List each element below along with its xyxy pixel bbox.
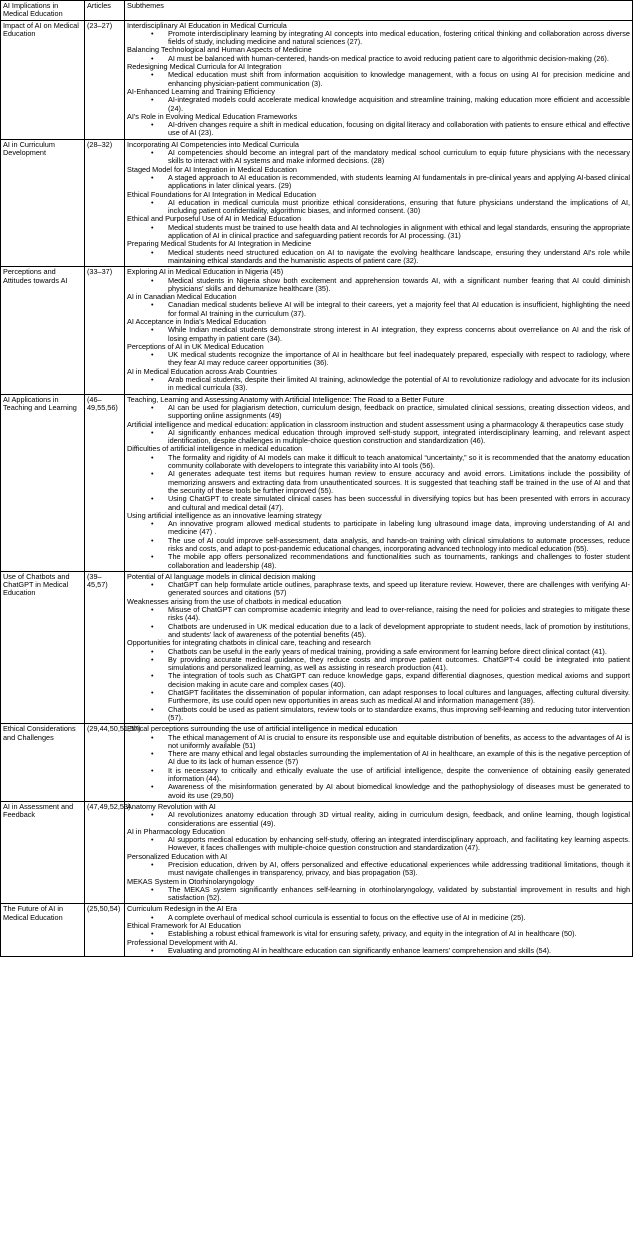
bullet-point: • AI revolutionizes anatomy education through 3D virtual reality, aiding in curriculum design, feedback, and online learning, though logistical considerations are essential (49). (161, 811, 630, 828)
subtheme-points (127, 301, 630, 318)
bullet-point: • Evaluating and promoting AI in healthcare education can significantly enhance learners' comprehension and skills (54). (161, 947, 630, 955)
subtheme-points (127, 914, 630, 922)
bullet-point: • Precision education, driven by AI, offers personalized and effective educational experiences while addressing traditional limitations, though it must navigate challenges in transparency, privacy, and bias propagation (53). (161, 861, 630, 878)
subtheme-points (127, 199, 630, 216)
subtheme-title: Potential of AI language models in clinical decision making (127, 571, 316, 581)
subtheme-points (127, 454, 630, 512)
bullet-point: • Using ChatGPT to create simulated clinical cases has been successful in diversifying topics but has been presented with errors in accuracy and cultural and medical detail (47). (161, 495, 630, 512)
subtheme-title: Anatomy Revolution with AI (127, 801, 216, 811)
subtheme-points (127, 326, 630, 343)
bullet-point: • The formality and rigidity of AI models can make it difficult to teach anatomical “uncertainty,” so it is recommended that the anatomy education community collaborate with developers to integrate this variability into AI tools (56). (161, 454, 630, 471)
bullet-point: • AI can be used for plagiarism detection, curriculum design, feedback on practice, simulated clinical sessions, creating dissection videos, and supporting online assignments (49) (161, 404, 630, 421)
header-articles: Articles (85, 1, 125, 21)
table-row (1, 904, 633, 957)
bullet-point: • The MEKAS system significantly enhances self-learning in otorhinolaryngology, validated by substantial improvement in results and high satisfaction (52). (161, 886, 630, 903)
bullet-point: • Medical education must shift from information acquisition to knowledge management, with a focus on using AI for precision medicine and enhancing physician-patient communication (3). (161, 71, 630, 88)
theme-cell: AI in Curriculum Development (1, 139, 85, 266)
subtheme-title: Redesigning Medical Curricula for AI Integration (127, 62, 282, 72)
bullet-point: • Misuse of ChatGPT can compromise academic integrity and lead to over-reliance, raising the need for policies and strategies to mitigate these risks (44). (161, 606, 630, 623)
bullet-point: • While Indian medical students demonstrate strong interest in AI integration, they express concerns about overreliance on AI and the risk of losing empathy in patient care (34). (161, 326, 630, 343)
bullet-point: • Medical students must be trained to use health data and AI technologies in alignment with ethical and legal standards, ensuring the appropriate application of AI in clinical practice and safeguarding patient records for AI processing. (31) (161, 224, 630, 241)
theme-cell: Use of Chatbots and ChatGPT in Medical Education (1, 571, 85, 723)
articles-cell: (28–32) (85, 139, 125, 266)
subtheme-title: MEKAS System in Otorhinolaryngology (127, 876, 254, 886)
bullet-point: • ChatGPT can help formulate article outlines, paraphrase texts, and speed up literature review. However, there are challenges with verifying AI-generated sources and citations (57) (161, 581, 630, 598)
articles-cell: (25,50,54) (85, 904, 125, 957)
bullet-point: • Chatbots are underused in UK medical education due to a lack of development appropriate to student needs, lack of promotion by institutions, and students' lack of awareness of the potential benefits (45). (161, 623, 630, 640)
bullet-point: • The use of AI could improve self-assessment, data analysis, and hands-on training with clinical simulations to automate processes, reduce risks and costs, and adapt to post-pandemic educational changes, incorporating advanced technology into medical education (55). (161, 537, 630, 554)
subtheme-title: AI's Role in Evolving Medical Education Frameworks (127, 111, 298, 121)
subtheme-points (127, 429, 630, 446)
bullet-point: • AI-driven changes require a shift in medical education, focusing on digital literacy and collaboration with patients to ensure ethical and effective use of AI (23). (161, 121, 630, 138)
subtheme-title: Weaknesses arising from the use of chatbots in medical education (127, 596, 342, 606)
subtheme-points (127, 947, 630, 955)
subthemes-cell (125, 267, 633, 394)
subthemes-cell (125, 724, 633, 802)
bullet-point: • AI supports medical education by enhancing self-study, offering an integrated interdisciplinary approach, and facilitating key learning aspects. However, it faces challenges with multiple-choice question construction and standardization (47). (161, 836, 630, 853)
articles-cell: (29,44,50,51,57) (85, 724, 125, 802)
subtheme-title: AI-Enhanced Learning and Training Efficiency (127, 86, 275, 96)
bullet-point: • AI competencies should become an integral part of the mandatory medical school curriculum to equip future physicians with the necessary skills to interact with AI systems and make informed decisions. (28) (161, 149, 630, 166)
subtheme-points (127, 351, 630, 368)
subtheme-title: Artificial intelligence and medical education: application in classroom instruction and student assessment using a pharmacology & therapeutics case study (127, 419, 624, 429)
table-row (1, 139, 633, 266)
table-row (1, 801, 633, 904)
bullet-point: • The mobile app offers personalized recommendations and functionalities such as tournaments, rankings and challenges to foster student collaboration and leadership (48). (161, 553, 630, 570)
subtheme-title: Perceptions of AI in UK Medical Education (127, 341, 264, 351)
subtheme-title: Professional Development with AI. (127, 937, 238, 947)
subtheme-title: Difficulties of artificial intelligence in medical education (127, 444, 303, 454)
subtheme-points (127, 149, 630, 166)
articles-cell: (46–49,55,56) (85, 394, 125, 571)
subtheme-points (127, 71, 630, 88)
articles-cell: (23–27) (85, 20, 125, 139)
subtheme-title: AI in Pharmacology Education (127, 826, 225, 836)
subtheme-points (127, 581, 630, 598)
subtheme-title: Ethical Foundations for AI Integration in Medical Education (127, 189, 317, 199)
subtheme-points (127, 404, 630, 421)
subthemes-cell (125, 904, 633, 957)
subtheme-title: Ethical Framework for AI Education (127, 921, 241, 931)
subtheme-title: Interdisciplinary AI Education in Medical Curricula (127, 20, 287, 30)
subtheme-title: Preparing Medical Students for AI Integration in Medicine (127, 239, 312, 249)
subtheme-points (127, 734, 630, 800)
subtheme-points (127, 930, 630, 938)
subtheme-points (127, 606, 630, 639)
subtheme-title: Teaching, Learning and Assessing Anatomy with Artificial Intelligence: The Road to a Better Future (127, 394, 445, 404)
theme-cell: Perceptions and Attitudes towards AI (1, 267, 85, 394)
bullet-point: • Awareness of the misinformation generated by AI about biomedical knowledge and the pathophysiology of diseases must be generated to avoid its use (29,50) (161, 783, 630, 800)
header-subthemes: Subthemes (125, 1, 633, 21)
subtheme-title: Personalized Education with AI (127, 851, 228, 861)
subtheme-points (127, 376, 630, 393)
subtheme-points (127, 811, 630, 828)
bullet-point: • AI-integrated models could accelerate medical knowledge acquisition and streamline training, making education more efficient and accessible (24). (161, 96, 630, 113)
bullet-point: • Medical students in Nigeria show both excitement and apprehension towards AI, with a significant number fearing that AI could diminish physicians' skills and dehumanize healthcare (35). (161, 277, 630, 294)
theme-cell: AI in Assessment and Feedback (1, 801, 85, 904)
bullet-point: • Chatbots can be useful in the early years of medical training, providing a safe environment for learning before direct clinical contact (41). (161, 648, 630, 656)
bullet-point: • Promote interdisciplinary learning by integrating AI concepts into medical education, fostering critical thinking and collaboration across diverse fields of study, including medicine and natural sciences (27). (161, 30, 630, 47)
subtheme-points (127, 648, 630, 723)
bullet-point: • AI must be balanced with human-centered, hands-on medical practice to avoid reducing patient care to algorithmic decision-making (26). (161, 55, 630, 63)
subtheme-title: Curriculum Redesign in the AI Era (127, 904, 237, 914)
theme-cell: AI Applications in Teaching and Learning (1, 394, 85, 571)
bullet-point: • AI education in medical curricula must prioritize ethical considerations, ensuring that future physicians understand the implications of AI, including patient confidentiality, algorithmic biases, and informed consent. (30) (161, 199, 630, 216)
table-header-row (1, 1, 633, 21)
subtheme-title: Balancing Technological and Human Aspects of Medicine (127, 45, 312, 55)
subtheme-points (127, 277, 630, 294)
articles-cell: (39–45,57) (85, 571, 125, 723)
subtheme-title: Ethical and Purposeful Use of AI in Medical Education (127, 214, 302, 224)
subtheme-points (127, 96, 630, 113)
theme-cell: The Future of AI in Medical Education (1, 904, 85, 957)
subtheme-title: Incorporating AI Competencies into Medical Curricula (127, 139, 299, 149)
bullet-point: • A staged approach to AI education is recommended, with students learning AI fundamentals in pre-clinical years and applying AI-based clinical applications in later clinical years. (29) (161, 174, 630, 191)
table-row (1, 267, 633, 394)
subthemes-cell (125, 801, 633, 904)
bullet-point: • The integration of tools such as ChatGPT can reduce knowledge gaps, expand differential diagnoses, question medical axioms and support decision making in acute care and complex cases (40). (161, 672, 630, 689)
subtheme-points (127, 861, 630, 878)
bullet-point: • ChatGPT facilitates the dissemination of popular information, can adapt responses to local cultures and languages, affecting cultural diversity. Furthermore, its use could open new opportunities in areas such as medical AI and information management (39). (161, 689, 630, 706)
subtheme-points (127, 836, 630, 853)
subtheme-title: AI in Canadian Medical Education (127, 292, 237, 302)
subthemes-cell (125, 139, 633, 266)
subtheme-points (127, 224, 630, 241)
bullet-point: • UK medical students recognize the importance of AI in healthcare but feel inadequately prepared, especially with respect to radiology, where they fear AI may reduce career opportunities (36). (161, 351, 630, 368)
bullet-point: • Establishing a robust ethical framework is vital for ensuring safety, privacy, and equity in the integration of AI in healthcare (50). (161, 930, 630, 938)
bullet-point: • Arab medical students, despite their limited AI training, acknowledge the potential of AI to revolutionize radiology and advocate for its inclusion in medical curricula (33). (161, 376, 630, 393)
subtheme-title: Exploring AI in Medical Education in Nigeria (45) (127, 267, 284, 277)
bullet-point: • Chatbots could be used as patient simulators, review tools or to standardize exams, thus improving self-learning and reducing tutor intervention (57). (161, 706, 630, 723)
bullet-point: • The ethical management of AI is crucial to ensure its responsible use and equitable distribution of benefits, as access to the advantages of AI is not uniformly available (51) (161, 734, 630, 751)
table-row (1, 20, 633, 139)
subthemes-cell (125, 20, 633, 139)
bullet-point: • An innovative program allowed medical students to participate in labeling lung ultrasound image data, improving understanding of AI and medicine (47) . (161, 520, 630, 537)
subtheme-title: AI Acceptance in India's Medical Education (127, 316, 266, 326)
subtheme-title: Ethical perceptions surrounding the use of artificial intelligence in medical education (127, 724, 398, 734)
bullet-point: • By providing accurate medical guidance, they reduce costs and improve patient outcomes. ChatGPT-4 could be integrated into patient simulations and personalized learning, as well as assisting in research production (41). (161, 656, 630, 673)
subtheme-points (127, 55, 630, 63)
theme-cell: Impact of AI on Medical Education (1, 20, 85, 139)
bullet-point: • AI generates adequate test items but requires human review to ensure accuracy and avoid errors. Limitations include the possibility of memorizing answers and extracting data from unauthenticated sources. It is suggested that teaching staff be trained in the use of AI and that the security of these tools be further improved (55). (161, 470, 630, 495)
subtheme-points (127, 30, 630, 47)
subtheme-title: Using artificial intelligence as an innovative learning strategy (127, 510, 322, 520)
subtheme-points (127, 886, 630, 903)
bullet-point: • Medical students need structured education on AI to navigate the evolving healthcare landscape, ensuring they understand AI's role while maintaining ethical standards and the humanistic aspects of patient care (32). (161, 249, 630, 266)
subtheme-points (127, 249, 630, 266)
table-row (1, 571, 633, 723)
subtheme-title: Staged Model for AI Integration in Medical Education (127, 164, 297, 174)
subtheme-points (127, 174, 630, 191)
table-body (1, 20, 633, 957)
bullet-point: • There are many ethical and legal obstacles surrounding the implementation of AI in healthcare, an example of this is the negative perception of AI due to its lack of human essence (57) (161, 750, 630, 767)
header-implications: AI Implications in Medical Education (1, 1, 85, 21)
bullet-point: • AI significantly enhances medical education through improved self-study support, integrated interdisciplinary learning, and relevant aspect identification, despite challenges in multiple-choice question construction and standardization (46). (161, 429, 630, 446)
table-row (1, 394, 633, 571)
subthemes-cell (125, 571, 633, 723)
bullet-point: • Canadian medical students believe AI will be integral to their careers, yet a majority feel that AI education is insufficient, highlighting the need for formal AI training in the curriculum (37). (161, 301, 630, 318)
bullet-point: • A complete overhaul of medical school curricula is essential to focus on the effective use of AI in medicine (25). (161, 914, 630, 922)
subtheme-points (127, 520, 630, 570)
subtheme-points (127, 121, 630, 138)
subtheme-title: AI in Medical Education across Arab Countries (127, 366, 278, 376)
table-row (1, 724, 633, 802)
articles-cell: (47,49,52,53) (85, 801, 125, 904)
bullet-point: • It is necessary to critically and ethically evaluate the use of artificial intelligence, despite the convenience of obtaining easily generated information (44). (161, 767, 630, 784)
theme-cell: Ethical Considerations and Challenges (1, 724, 85, 802)
subtheme-title: Opportunities for integrating chatbots in clinical care, teaching and research (127, 638, 371, 648)
subthemes-cell (125, 394, 633, 571)
articles-cell: (33–37) (85, 267, 125, 394)
